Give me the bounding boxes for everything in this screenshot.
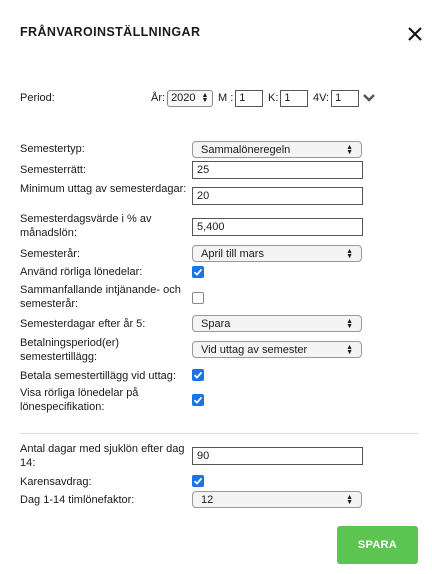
select-arrows-icon: ▲ ▼ — [346, 493, 353, 506]
vacation-days-input[interactable]: 25 — [192, 161, 363, 179]
close-button[interactable] — [405, 24, 425, 44]
select-arrows-icon: ▲ ▼ — [346, 317, 353, 330]
close-icon — [405, 24, 425, 44]
month-label: M : — [218, 92, 234, 104]
payment-period-value: Vid uttag av semester — [201, 343, 308, 356]
select-arrows-icon: ▲ ▼ — [346, 343, 353, 356]
quarter-input[interactable]: 1 — [280, 90, 308, 107]
month-input[interactable]: 1 — [235, 90, 263, 107]
sick-days-input[interactable]: 90 — [192, 447, 363, 465]
fourweek-input[interactable]: 1 — [331, 90, 359, 107]
vacation-days-label: Semesterrätt: — [20, 164, 87, 176]
payment-period-label: Betalningsperiod(er) semestertillägg: — [20, 337, 120, 363]
period-label: Period: — [20, 92, 55, 104]
pay-bonus-label: Betala semestertillägg vid uttag: — [20, 370, 176, 382]
vacation-type-select[interactable] — [192, 141, 362, 158]
variable-parts-checkbox[interactable] — [192, 266, 204, 278]
period-expand-button[interactable] — [362, 91, 376, 103]
select-arrows-icon: ▲ ▼ — [346, 143, 353, 156]
coinciding-year-checkbox[interactable] — [192, 292, 204, 304]
show-variable-label: Visa rörliga lönedelar på lönespecifikation: — [20, 387, 139, 413]
year-label: År: — [151, 92, 166, 104]
vacation-year-label: Semesterår: — [20, 248, 80, 260]
year-select[interactable] — [167, 90, 213, 107]
coinciding-year-label: Sammanfallande intjänande- och semesterår: — [20, 284, 181, 310]
day-value-input[interactable]: 5,400 — [192, 218, 363, 236]
min-withdrawal-input[interactable]: 20 — [192, 187, 363, 205]
period-month-group — [218, 89, 263, 107]
show-variable-checkbox[interactable] — [192, 394, 204, 406]
vacation-year-select[interactable] — [192, 245, 362, 262]
hourly-factor-label: Dag 1-14 timlönefaktor: — [20, 494, 135, 506]
section-divider — [20, 433, 418, 434]
checkmark-icon — [192, 266, 204, 278]
year-value: 2020 — [171, 92, 196, 104]
save-button[interactable]: SPARA — [337, 526, 418, 564]
hourly-factor-select[interactable] — [192, 491, 362, 508]
min-withdrawal-label: Minimum uttag av semesterdagar: — [20, 183, 187, 195]
days-after-5-select[interactable] — [192, 315, 362, 332]
pay-bonus-checkbox[interactable] — [192, 369, 204, 381]
payment-period-select[interactable] — [192, 341, 362, 358]
days-after-5-value: Spara — [201, 317, 231, 330]
sick-days-label: Antal dagar med sjuklön efter dag 14: — [20, 443, 185, 469]
vacation-type-label: Semestertyp: — [20, 143, 85, 155]
checkmark-icon — [192, 475, 204, 487]
quarter-label: K: — [268, 92, 279, 104]
days-after-5-label: Semesterdagar efter år 5: — [20, 318, 146, 330]
checkmark-icon — [192, 394, 204, 406]
hourly-factor-value: 12 — [201, 493, 214, 506]
karens-label: Karensavdrag: — [20, 476, 92, 488]
select-arrows-icon: ▲ ▼ — [201, 92, 209, 104]
fourweek-label: 4V: — [313, 92, 330, 104]
checkmark-icon — [192, 369, 204, 381]
period-year-group — [151, 89, 213, 107]
period-quarter-group — [268, 89, 308, 107]
period-fourweek-group — [313, 89, 359, 107]
variable-parts-label: Använd rörliga lönedelar: — [20, 266, 143, 278]
day-value-label: Semesterdagsvärde i % av månadslön: — [20, 213, 152, 239]
select-arrows-icon: ▲ ▼ — [346, 247, 353, 260]
chevron-down-icon — [362, 92, 376, 104]
dialog-title: FRÅNVAROINSTÄLLNINGAR — [20, 25, 201, 39]
karens-checkbox[interactable] — [192, 475, 204, 487]
vacation-type-value: Sammalöneregeln — [201, 143, 291, 156]
vacation-year-value: April till mars — [201, 247, 264, 260]
